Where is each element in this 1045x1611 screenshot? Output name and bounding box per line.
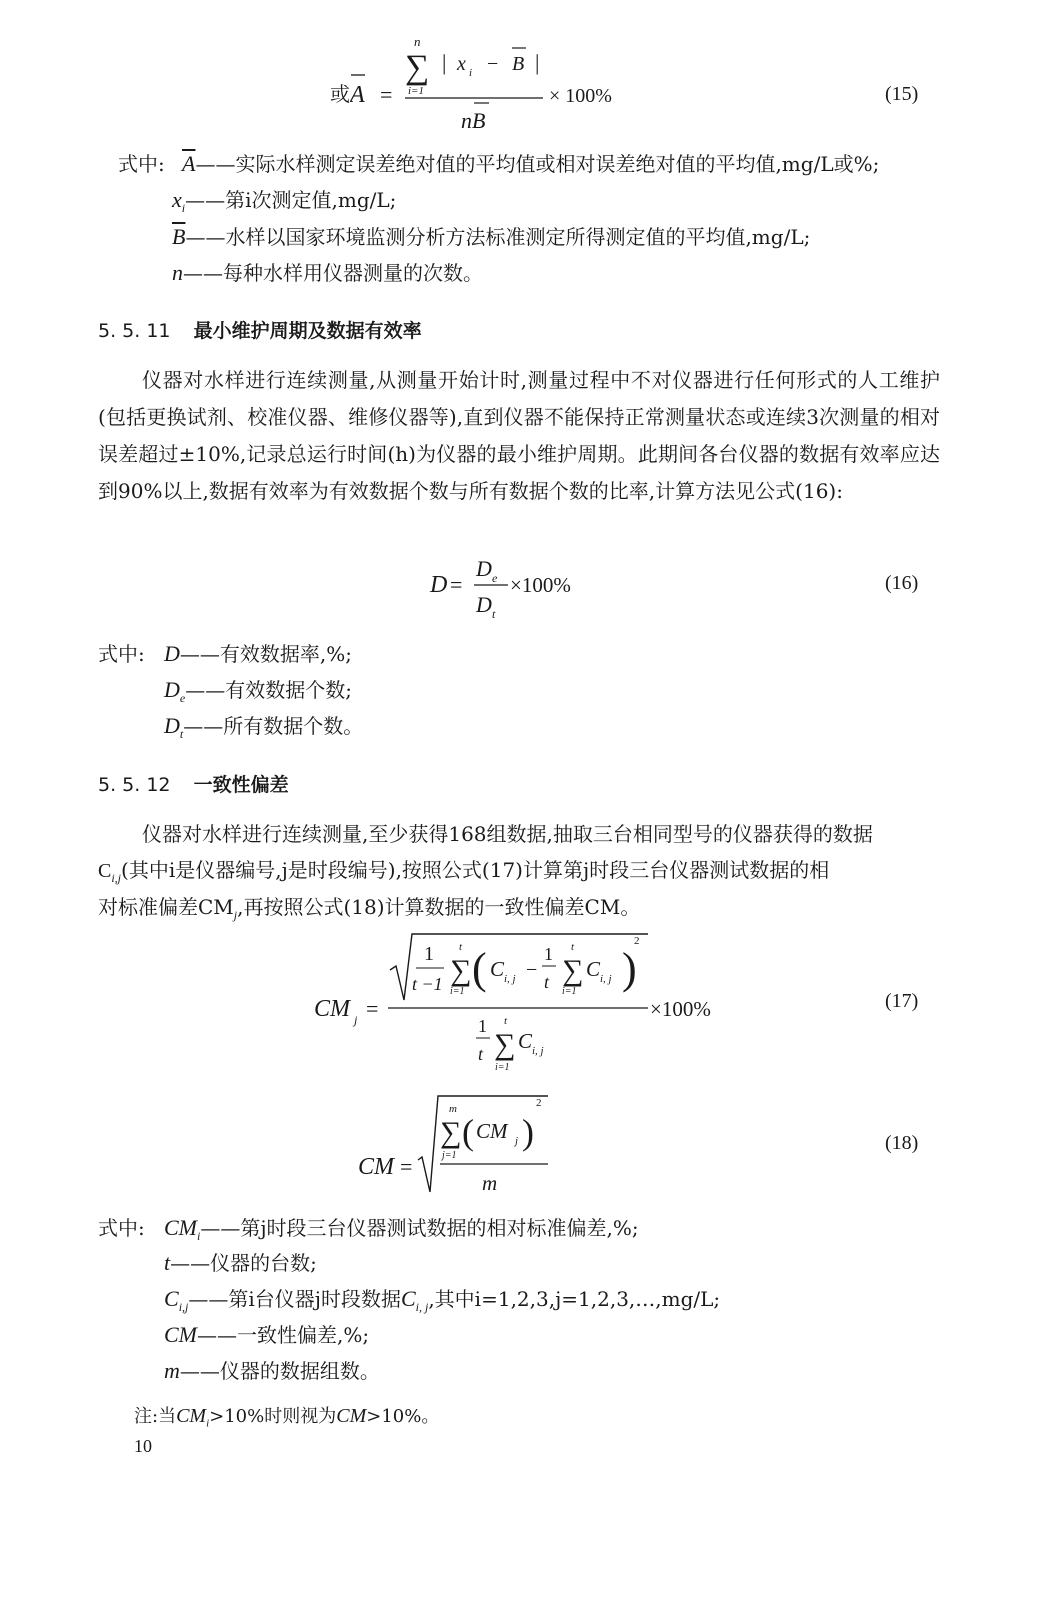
svg-text:): ) <box>522 1112 534 1152</box>
eq18-den: m <box>482 1171 498 1195</box>
legend16-item-2: $D_e——$有效数据个数; <box>164 677 352 705</box>
eq15-x: x <box>457 53 466 75</box>
svg-text:CM: CM <box>476 1119 508 1143</box>
legend15-item-4: n——每种水样用仪器测量的次数。 <box>172 260 483 285</box>
svg-text:m: m <box>449 1103 457 1115</box>
eq15-equals: = <box>380 82 393 107</box>
svg-text:t −1: t −1 <box>412 974 443 994</box>
section-5-5-12-line-2: $C_{i,j}$(其中i是仪器编号,j是时段编号),按照公式(17)计算第j时段三台仪器测试数据的相 <box>98 858 830 885</box>
section-title: 最小维护周期及数据有效率 <box>193 320 422 342</box>
equation-16 <box>428 552 598 622</box>
svg-text:i, j: i, j <box>504 973 516 985</box>
svg-text:=: = <box>400 1154 413 1179</box>
svg-text:∑: ∑ <box>562 954 584 987</box>
svg-text:): ) <box>622 944 637 993</box>
note: 注:当$CM_i>10\%$时则视为CM>10%。 <box>134 1405 440 1430</box>
svg-text:t: t <box>478 1044 484 1064</box>
svg-text:∑: ∑ <box>450 954 472 987</box>
section-5-5-12-line-3: 对标准偏差$CM_j$,再按照公式(18)计算数据的一致性偏差CM。 <box>98 895 641 922</box>
eq16-factor: ×100% <box>510 573 571 597</box>
svg-text:j: j <box>515 1135 519 1147</box>
eq15-lhs: A <box>350 82 365 108</box>
svg-text:i=1: i=1 <box>495 1062 510 1073</box>
svg-text:e: e <box>492 571 498 585</box>
svg-text:(: ( <box>472 944 487 993</box>
section-5-5-12-line-1: 仪器对水样进行连续测量,至少获得168组数据,抽取三台相同型号的仪器获得的数据 <box>142 822 873 846</box>
eq17-lhs: CM <box>314 996 350 1022</box>
svg-text:t: t <box>504 1015 508 1027</box>
section-number: 5. 5. 11 <box>98 320 171 342</box>
eq15-sum-upper: n <box>414 34 421 49</box>
eq16-lhs: D <box>430 572 448 598</box>
section-number: 5. 5. 12 <box>98 774 171 796</box>
svg-text:t: t <box>544 972 550 992</box>
equation-15 <box>350 30 640 140</box>
legend18-item-4: CM——一致性偏差,%; <box>164 1322 370 1347</box>
legend15-item-3: $\overline{B}——$水样以国家环境监测分析方法标准测定所得测定值的平均值,mg/L; <box>172 224 811 249</box>
svg-text:i=1: i=1 <box>562 986 577 997</box>
svg-text:C: C <box>586 957 601 981</box>
eq15-x-sub: i <box>469 67 473 79</box>
section-5-5-11-heading <box>98 316 422 343</box>
section-5-5-11-paragraph: 仪器对水样进行连续测量,从测量开始计时,测量过程中不对仪器进行任何形式的人工维护(包括更换试剂、校准仪器、维修仪器等),直到仪器不能保持正常测量状态或连续3次测量的相对误差超过±10%,记录总运行时间(h)为仪器的最小维护周期。此期间各台仪器的数据有效率应达到90%以上,数据有效率为有效数据个数与所有数据个数的比率,计算方法见公式(16): <box>98 368 940 503</box>
svg-text:∑: ∑ <box>494 1028 516 1061</box>
svg-text:=: = <box>366 996 379 1021</box>
svg-text:t: t <box>571 941 575 953</box>
eq15-sum-lower: i=1 <box>408 85 424 97</box>
eq17-factor: ×100% <box>650 997 711 1021</box>
legend18-item-3: $C_{i,j}——$第i台仪器j时段数据$C_{i, j}$,其中i=1,2,3,j=1,2,3,…,mg/L; <box>164 1286 721 1314</box>
svg-text:2: 2 <box>634 935 640 947</box>
svg-text:i=1: i=1 <box>450 986 465 997</box>
legend15-item-1: $\overline{A}——$实际水样测定误差绝对值的平均值或相对误差绝对值的平均值,mg/L或%; <box>182 151 880 176</box>
eq15-number: (15) <box>885 83 919 105</box>
eq15-abs-right: | <box>535 50 540 75</box>
section-title: 一致性偏差 <box>193 774 289 796</box>
eq15-minus: − <box>487 53 499 75</box>
svg-text:i, j: i, j <box>600 973 612 985</box>
svg-text:t: t <box>492 607 496 621</box>
svg-text:j: j <box>354 1013 358 1027</box>
eq17-number: (17) <box>885 990 919 1012</box>
svg-text:j=1: j=1 <box>442 1150 457 1161</box>
svg-text:t: t <box>459 941 463 953</box>
eq15-B: B <box>512 53 525 75</box>
eq18-lhs: CM <box>358 1154 394 1180</box>
svg-text:−: − <box>526 959 538 981</box>
equation-18 <box>356 1090 566 1202</box>
legend16-label: 式中: <box>98 642 145 666</box>
eq18-number: (18) <box>885 1132 919 1154</box>
svg-text:i, j: i, j <box>532 1045 544 1057</box>
equation-17 <box>312 928 732 1076</box>
legend15-label: 式中: <box>118 152 165 176</box>
eq15-sigma: ∑ <box>405 49 430 86</box>
legend16-item-3: $D_t——$所有数据个数。 <box>164 713 364 741</box>
legend18-item-5: m——仪器的数据组数。 <box>164 1358 380 1383</box>
eq15-den: nB <box>461 108 486 133</box>
svg-text:1: 1 <box>544 944 553 964</box>
svg-text:C: C <box>518 1029 533 1053</box>
eq15-prefix: 或 <box>330 82 350 106</box>
svg-text:2: 2 <box>536 1097 542 1109</box>
eq16-number: (16) <box>885 572 919 594</box>
legend15-item-2: $x_i——$第i次测定值,mg/L; <box>172 187 397 215</box>
svg-text:C: C <box>490 957 505 981</box>
eq15-abs-left: | <box>442 50 447 75</box>
svg-text:(: ( <box>462 1112 474 1152</box>
svg-text:1: 1 <box>424 943 434 965</box>
eq15-factor: × 100% <box>549 85 612 107</box>
legend18-item-1: $CM_i——$第j时段三台仪器测试数据的相对标准偏差,%; <box>164 1215 639 1243</box>
legend18-item-2: t——仪器的台数; <box>164 1250 317 1275</box>
svg-text:1: 1 <box>478 1016 487 1036</box>
eq16-den: D <box>476 592 492 617</box>
page-number: 10 <box>134 1436 152 1456</box>
svg-text:∑: ∑ <box>440 1116 462 1149</box>
legend16-item-1: D——有效数据率,%; <box>164 641 352 666</box>
svg-text:=: = <box>450 572 463 597</box>
section-5-5-12-heading <box>98 770 289 797</box>
eq16-num: D <box>476 556 492 581</box>
legend18-label: 式中: <box>98 1216 145 1240</box>
